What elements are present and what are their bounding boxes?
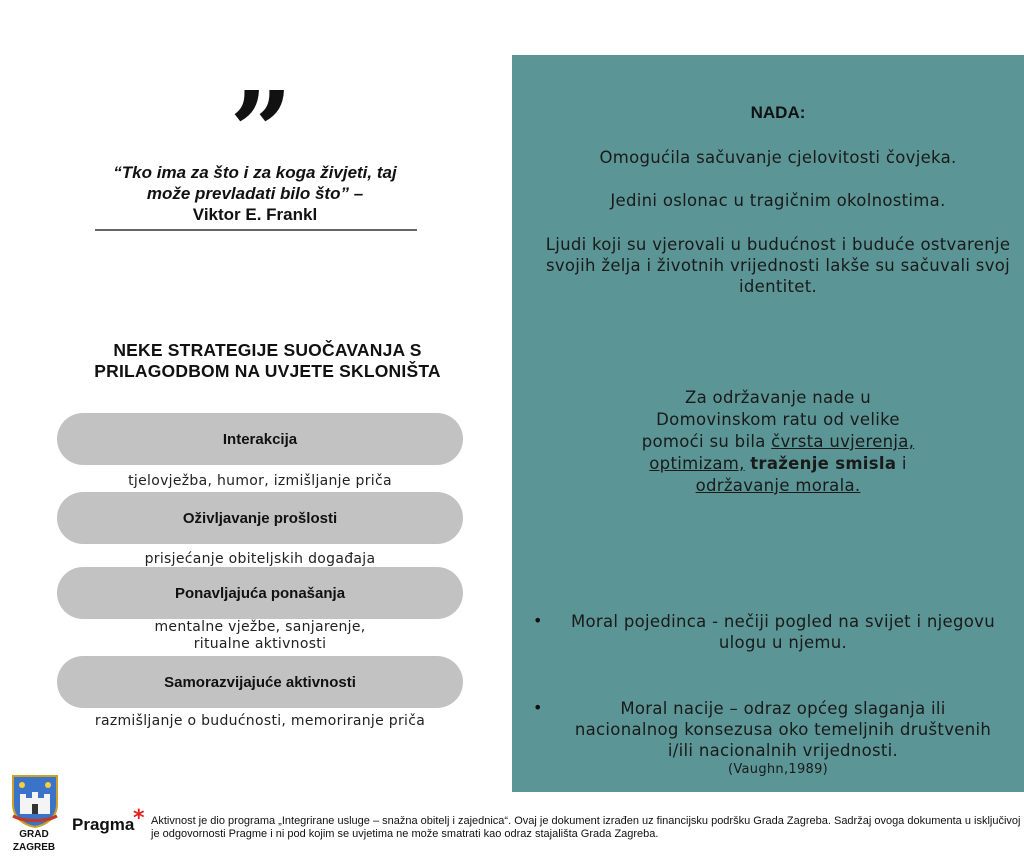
quote-divider (95, 229, 417, 231)
pragma-logo: Pragma (72, 815, 135, 834)
quote-text: “Tko ima za što i za koga živjeti, taj može prevladati bilo što” – (113, 163, 397, 203)
nada-p4-and: i (896, 454, 907, 473)
nada-paragraph-3: Ljudi koji su vjerovali u budućnost i buduće ostvarenje svojih želja i životnih vrijednosti lakše su sačuvali svoj identitet. (545, 235, 1011, 296)
source-citation: (Vaughn,1989) (727, 762, 829, 777)
nada-p4-link1: čvrsta uvjerenja, optimizam, (649, 432, 915, 473)
strategy-desc-ozivljavanje: prisjećanje obiteljskih događaja (144, 551, 376, 567)
zagreb-crest-icon (10, 770, 60, 828)
nada-p4-link2: održavanje morala. (695, 476, 861, 495)
pragma-star-icon: * (133, 806, 145, 831)
strategy-desc-ponavljajuca: mentalne vježbe, sanjarenje, ritualne aktivnosti (154, 619, 366, 652)
strategy-desc-samorazvijajuce: razmišljanje o budućnosti, memoriranje priča (94, 713, 426, 729)
bullet-item-2: Moral nacije – odraz općeg slaganja ili nacionalnog konsezusa oko temeljnih društvenih i/ili nacionalnih vrijednosti. (574, 699, 992, 760)
nada-paragraph-2: Jedini oslonac u tragičnim okolnostima. (610, 191, 946, 210)
strategy-pill-ponavljajuca: Ponavljajuća ponašanja (57, 567, 463, 619)
nada-paragraph-4 (630, 387, 926, 497)
nada-heading: NADA: (750, 103, 806, 122)
strategies-title: NEKE STRATEGIJE SUOČAVANJA S PRILAGODBOM NA UVJETE SKLONIŠTA (94, 340, 441, 381)
strategy-desc-interakcija: tjelovježba, humor, izmišljanje priča (128, 473, 392, 489)
bullet-marker-1: • (533, 611, 543, 630)
strategy-pill-interakcija: Interakcija (57, 413, 463, 465)
strategy-pill-ozivljavanje: Oživljavanje prošlosti (57, 492, 463, 544)
nada-paragraph-1: Omogućila sačuvanje cjelovitosti čovjeka. (599, 148, 957, 167)
nada-p4-bold: traženje smisla (750, 454, 897, 473)
nada-p4-intro: Za održavanje nade u Domovinskom ratu od velike pomoći su bila (641, 388, 900, 451)
quote-block (90, 162, 420, 225)
quote-mark-icon: ” (229, 67, 293, 196)
crest-caption: GRAD ZAGREB (12, 829, 56, 853)
quote-author: Viktor E. Frankl (192, 205, 318, 224)
footer-disclaimer: Aktivnost je dio programa „Integrirane usluge – snažna obitelj i zajednica“. Ovaj je dokument izrađen uz financijsku podršku Grada Zagreba. Sadržaj ovoga dokumenta u isključivoj je odgovornosti Pragme i ni pod kojim se uvjetima ne može smatrati kao odraz stajališta Grada Zagreba. (151, 815, 1021, 840)
bullet-marker-2: • (533, 698, 543, 717)
strategy-pill-samorazvijajuce: Samorazvijajuće aktivnosti (57, 656, 463, 708)
bullet-item-1: Moral pojedinca - nečiji pogled na svijet i njegovu ulogu u njemu. (571, 612, 995, 652)
